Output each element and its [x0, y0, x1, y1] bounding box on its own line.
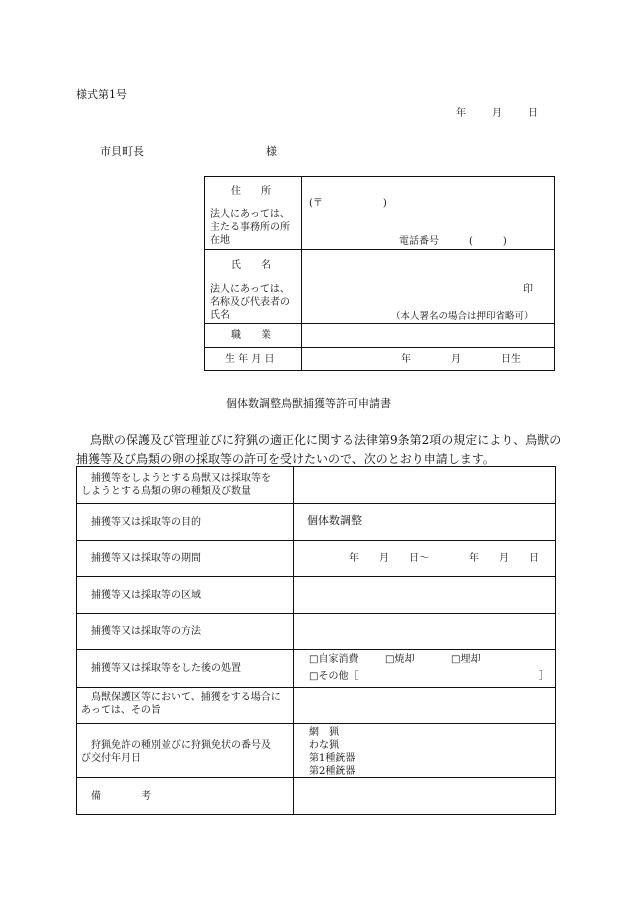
- disposal-option-incinerate[interactable]: □焼却: [385, 654, 415, 665]
- date-year-label: 年: [456, 108, 466, 119]
- disposal-label: 捕獲等又は採取等をした後の処置: [91, 663, 241, 674]
- intro-line-1: 鳥獣の保護及び管理並びに狩猟の適正化に関する法律第9条第2項の規定により、鳥獣の: [90, 433, 562, 447]
- period-value[interactable]: 年 月 日～ 年 月 日: [349, 553, 539, 564]
- intro-line-2: 捕獲等及び鳥類の卵の採取等の許可を受けたいので、次のとおり申請します。: [76, 452, 495, 466]
- addressee-name: 市貝町長: [100, 145, 144, 158]
- license-label-1: 狩猟免許の種別並びに狩猟免状の番号及: [91, 740, 271, 751]
- address-note-1: 法人にあっては、: [210, 209, 290, 220]
- birthdate-field[interactable]: 年 月 日生: [401, 354, 521, 365]
- name-note-1: 法人にあっては、: [210, 284, 290, 295]
- species-quantity-label-1: 捕獲等をしようとする鳥獣又は採取等を: [91, 473, 271, 484]
- disposal-option-other[interactable]: □その他［: [309, 671, 359, 682]
- addressee-honorific: 様: [266, 145, 277, 158]
- sanctuary-label-2: あっては、その旨: [81, 705, 161, 716]
- license-type-gun-1: 第1種銃器: [309, 753, 356, 764]
- disposal-other-close-bracket: ］: [539, 671, 549, 682]
- license-label-2: び交付年月日: [81, 753, 141, 764]
- date-day-label: 日: [528, 108, 538, 119]
- period-label: 捕獲等又は採取等の期間: [91, 553, 201, 564]
- seal-note: （本人署名の場合は押印省略可）: [391, 311, 534, 322]
- application-table: [76, 466, 556, 815]
- method-label: 捕獲等又は採取等の方法: [91, 626, 201, 637]
- seal-mark: 印: [523, 284, 533, 295]
- disposal-option-own-use[interactable]: □自家消費: [309, 654, 359, 665]
- address-note-3: 在地: [210, 235, 230, 246]
- disposal-option-bury[interactable]: □埋却: [451, 654, 481, 665]
- phone-field[interactable]: 電話番号 ( ): [399, 236, 507, 247]
- birthdate-title: 生 年 月 日: [225, 354, 275, 365]
- species-quantity-label-2: しようとする鳥類の卵の種類及び数量: [81, 486, 251, 497]
- purpose-value[interactable]: 個体数調整: [307, 514, 362, 527]
- license-type-gun-2: 第2種銃器: [309, 766, 356, 777]
- sanctuary-label-1: 鳥獣保護区等において、捕獲をする場合に: [91, 692, 281, 703]
- name-title: 氏 名: [231, 260, 271, 271]
- form-title: 個体数調整鳥獣捕獲等許可申請書: [226, 397, 391, 410]
- license-type-trap: わな猟: [309, 740, 339, 751]
- remarks-label: 備 考: [91, 791, 151, 802]
- applicant-table: [204, 176, 555, 371]
- address-title: 住 所: [231, 186, 271, 197]
- form-number: 様式第1号: [76, 88, 127, 101]
- license-type-net: 網 猟: [309, 727, 339, 738]
- purpose-label: 捕獲等又は採取等の目的: [91, 517, 201, 528]
- occupation-title: 職 業: [231, 330, 271, 341]
- postal-code-field[interactable]: (〒 ): [309, 198, 387, 209]
- name-note-2: 名称及び代表者の: [210, 297, 290, 308]
- name-note-3: 氏名: [210, 310, 230, 321]
- date-month-label: 月: [492, 108, 502, 119]
- area-label: 捕獲等又は採取等の区域: [91, 590, 201, 601]
- address-note-2: 主たる事務所の所: [210, 222, 290, 233]
